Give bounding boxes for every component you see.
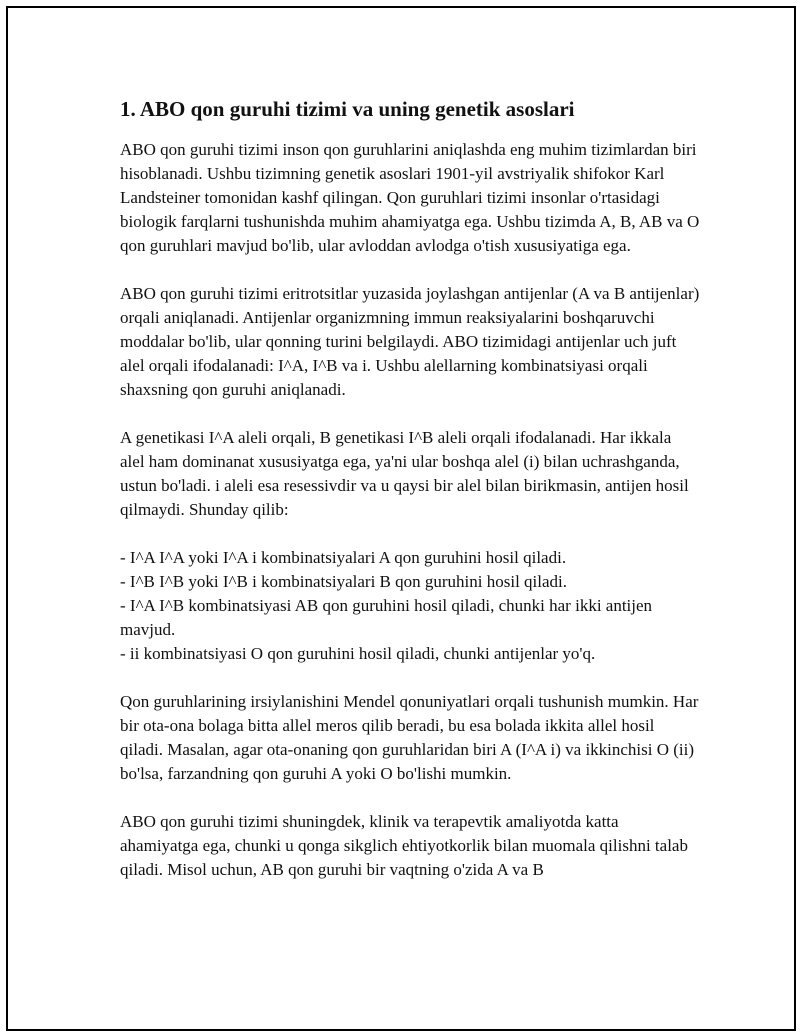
document-body [120,96,700,906]
section-title: 1. ABO qon guruhi tizimi va uning genetik asoslari [120,97,575,121]
list-item: - I^B I^B yoki I^B i kombinatsiyalari B qon guruhini hosil qiladi. [120,572,568,591]
paragraph-clinical: ABO qon guruhi tizimi shuningdek, klinik va terapevtik amaliyotda katta ahamiyatga ega, chunki u qonga sikglich ehtiyotkorlik bilan muomala qilishni talab qiladi. Misol uchun, AB qon guruhi bir vaqtning o'zida A va B [120,812,688,879]
page-frame [6,6,796,1031]
list-item: - ii kombinatsiyasi O qon guruhini hosil qiladi, chunki antijenlar yo'q. [120,644,596,663]
paragraph-inheritance: Qon guruhlarining irsiylanishini Mendel qonuniyatlari orqali tushunish mumkin. Har bir ota-ona bolaga bitta allel meros qilib beradi, bu esa bolada ikkita allel hosil qiladi. Masalan, agar ota-onaning qon guruhlaridan biri A (I^A i) va ikkinchisi O (ii) bo'lsa, farzandning qon guruhi A yoki O bo'lishi mumkin. [120,692,699,783]
genotype-list [120,546,700,666]
list-item: - I^A I^A yoki I^A i kombinatsiyalari A qon guruhini hosil qiladi. [120,548,567,567]
paragraph-genetics: A genetikasi I^A aleli orqali, B genetikasi I^B aleli orqali ifodalanadi. Har ikkala alel ham dominanat xususiyatga ega, ya'ni ular boshqa alel (i) bilan uchrashganda, ustun bo'ladi. i aleli esa resessivdir va u qaysi bir alel bilan birikmasin, antijen hosil qilmaydi. Shunday qilib: [120,428,689,519]
paragraph-antigens: ABO qon guruhi tizimi eritrotsitlar yuzasida joylashgan antijenlar (A va B antijenlar) orqali aniqlanadi. Antijenlar organizmning immun reaksiyalarini boshqaruvchi moddalar bo'lib, ular qonning turini belgilaydi. ABO tizimidagi antijenlar uch juft alel orqali ifodalanadi: I^A, I^B va i. Ushbu alellarning kombinatsiyasi orqali shaxsning qon guruhi aniqlanadi. [120,284,700,399]
list-item: - I^A I^B kombinatsiyasi AB qon guruhini hosil qiladi, chunki har ikki antijen mavjud. [120,596,653,639]
paragraph-intro: ABO qon guruhi tizimi inson qon guruhlarini aniqlashda eng muhim tizimlardan biri hisoblanadi. Ushbu tizimning genetik asoslari 1901-yil avstriyalik shifokor Karl Landsteiner tomonidan kashf qilingan. Qon guruhlari tizimi insonlar o'rtasidagi biologik farqlarni tushunishda muhim ahamiyatga ega. Ushbu tizimda A, B, AB va O qon guruhlari mavjud bo'lib, ular avloddan avlodga o'tish xususiyatiga ega. [120,140,700,255]
